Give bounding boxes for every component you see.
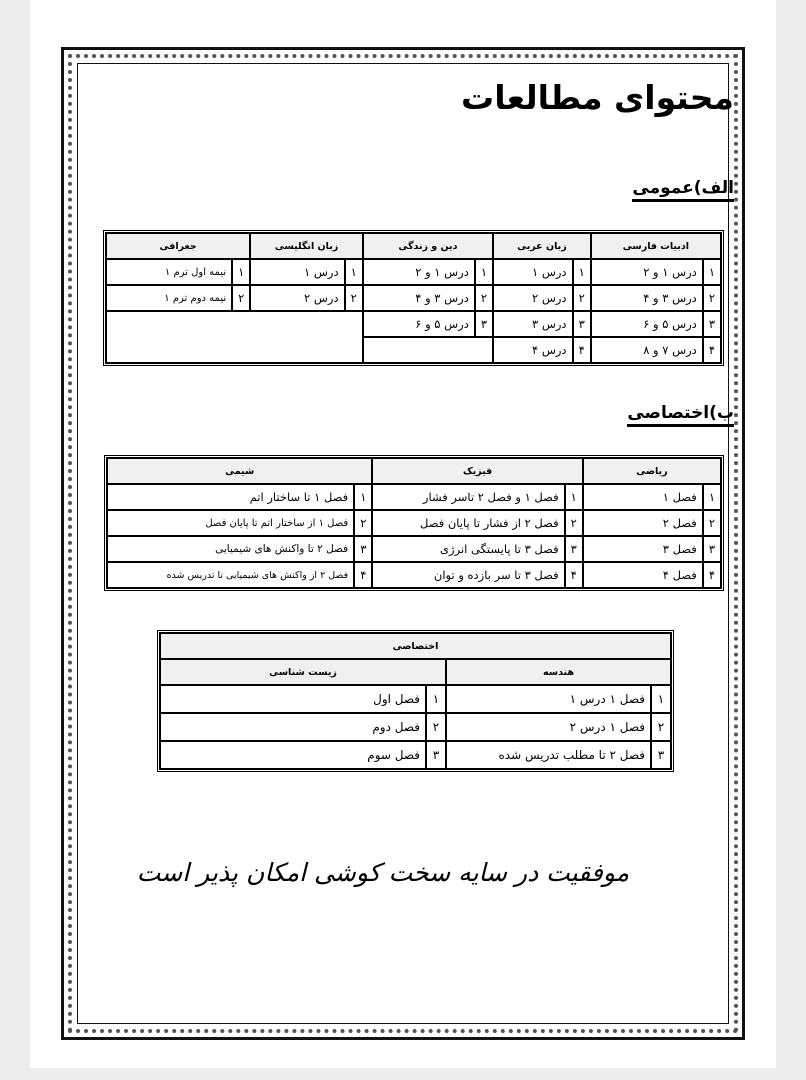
header-hendese: هندسه [446,659,671,685]
header-riazi: ریاضی [583,458,721,484]
header-shimi: شیمی [107,458,372,484]
special-subjects-table-2 [157,630,674,772]
table-row: ۳ فصل ۳ ۳ فصل ۳ تا پایستگی انرژی ۳ فصل ۲ تا واکنش های شیمیایی [107,536,721,562]
table-row: ۱ درس ۱ و ۲ ۱ درس ۱ ۱ درس ۱ و ۲ ۱ درس ۱ ۱ نیمه اول ترم ۱ [106,259,721,285]
special-subjects-table [104,455,724,591]
section-special-heading: ب)اختصاصی [627,403,734,427]
table-row: ۲ فصل ۲ ۲ فصل ۲ از فشار تا پایان فصل ۲ فصل ۱ از ساختار اتم تا پایان فصل [107,510,721,536]
header-zist: زیست شناسی [160,659,446,685]
header-din: دین و زندگی [363,233,493,259]
table-row: ۲ فصل ۱ درس ۲ ۲ فصل دوم [160,713,671,741]
table-row: ۱ فصل ۱ درس ۱ ۱ فصل اول [160,685,671,713]
section-general-heading: الف)عمومی [632,178,734,202]
motto-text: موفقیت در سایه سخت کوشی امکان پذیر است [136,858,630,887]
header-adabiat: ادبیات فارسی [591,233,721,259]
header-englisi: زبان انگلیسی [250,233,362,259]
table-row: ۱ فصل ۱ ۱ فصل ۱ و فصل ۲ تاسر فشار ۱ فصل ۱ تا ساختار اتم [107,484,721,510]
table-row: ۲ درس ۳ و ۴ ۲ درس ۲ ۲ درس ۳ و ۴ ۲ درس ۲ ۲ نیمه دوم ترم ۱ [106,285,721,311]
table-row: ۳ فصل ۲ تا مطلب تدریس شده ۳ فصل سوم [160,741,671,769]
general-subjects-table [103,230,724,366]
table-row: ۴ فصل ۴ ۴ فصل ۳ تا سر بازده و توان ۴ فصل ۲ از واکنش های شیمیایی تا تدریس شده [107,562,721,588]
table-row: ۴ درس ۷ و ۸ ۴ درس ۴ [106,337,721,363]
header-joghrafi: جغرافی [106,233,250,259]
page-title: محتوای مطالعات [461,78,734,117]
table-row: ۳ درس ۵ و ۶ ۳ درس ۳ ۳ درس ۵ و ۶ [106,311,721,337]
table-caption: اختصاصی [160,633,671,659]
header-fizik: فیزیک [372,458,582,484]
header-arabi: زبان عربی [493,233,591,259]
